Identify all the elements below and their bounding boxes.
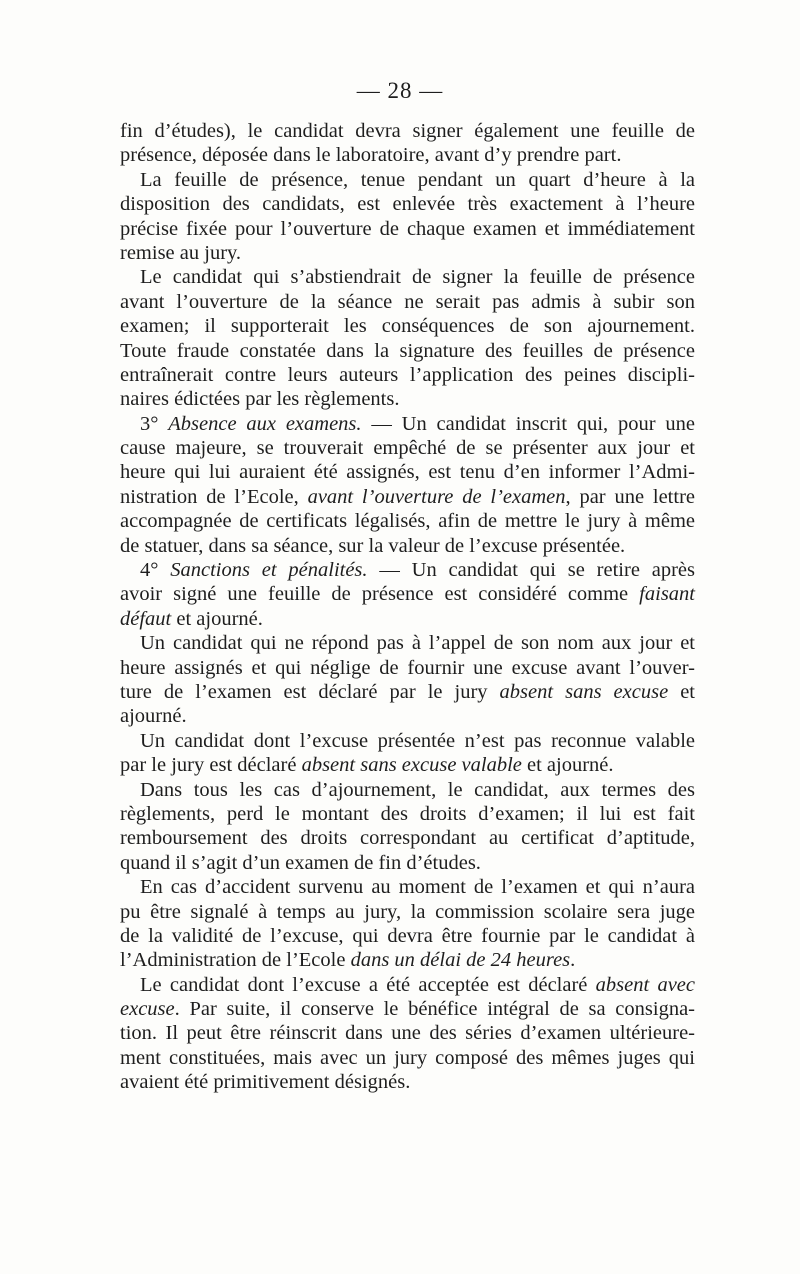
text-run: naires édictées par les règlements. — [120, 388, 400, 411]
text-run: ajourné. — [120, 705, 187, 728]
text-run: En cas d’accident survenu au moment de l’examen et qui n’aura — [140, 876, 695, 899]
text-run: remise au jury. — [120, 241, 242, 264]
text-line — [120, 1046, 695, 1070]
text-run: par le jury est déclaré — [120, 754, 302, 777]
text-run: et — [668, 680, 695, 703]
text-run: entraînerait contre leurs auteurs l’application des peines discipli- — [120, 363, 695, 386]
italic-phrase: absent sans excuse — [499, 680, 669, 703]
text-run: et ajourné. — [521, 754, 614, 777]
text-line — [120, 656, 695, 680]
text-line — [120, 412, 695, 436]
text-line — [120, 753, 695, 777]
text-run: fin d’études), le candidat devra signer également une feuille de — [120, 120, 695, 142]
italic-phrase: défaut — [120, 607, 172, 630]
text-line — [120, 168, 695, 192]
text-run: — Un candidat inscrit qui, pour une — [361, 412, 696, 435]
text-run: Un candidat dont l’excuse présentée n’est pas reconnue valable — [140, 729, 695, 752]
text-line — [120, 1070, 695, 1094]
text-line — [120, 924, 695, 948]
italic-phrase: Absence aux examens. — [168, 412, 362, 435]
text-line — [120, 485, 695, 509]
text-line — [120, 851, 695, 875]
page-number: — 28 — — [356, 78, 444, 103]
text-run: cause majeure, se trouverait empêché de se présenter aux jour et — [120, 437, 695, 460]
italic-phrase: dans un délai de 24 heures — [350, 949, 571, 972]
text-line — [120, 217, 695, 241]
text-run: quand il s’agit d’un examen de fin d’études. — [120, 851, 481, 874]
italic-phrase: absent sans excuse valable — [301, 754, 522, 777]
text-run: avoir signé une feuille de présence est considéré comme — [120, 583, 640, 606]
italic-phrase: absent avec — [595, 973, 695, 996]
text-line — [120, 509, 695, 533]
text-line — [120, 314, 695, 338]
italic-phrase: excuse — [120, 998, 175, 1021]
italic-phrase: faisant — [639, 583, 695, 606]
text-line — [120, 339, 695, 363]
text-run: avant l’ouverture de la séance ne serait pas admis à subir son — [120, 290, 695, 313]
text-run: règlements, perd le montant des droits d’examen; il lui est fait — [120, 802, 695, 825]
text-run: — Un candidat qui se retire après — [367, 559, 695, 582]
text-run: présence, déposée dans le laboratoire, avant d’y prendre part. — [120, 144, 622, 167]
text-line — [120, 1021, 695, 1045]
text-run: heure qui lui auraient été assignés, est tenu d’en informer l’Admi- — [120, 461, 695, 484]
text-line — [120, 997, 695, 1021]
text-run: ment constituées, mais avec un jury composé des mêmes juges qui — [120, 1046, 695, 1069]
text-line — [120, 704, 695, 728]
text-run: examen; il supporterait les conséquences de son ajournement. — [120, 315, 695, 338]
text-run: . — [570, 949, 576, 972]
text-line — [120, 265, 695, 289]
text-line — [120, 119, 695, 143]
body-text — [120, 119, 695, 1095]
text-run: avaient été primitivement désignés. — [120, 1071, 411, 1094]
text-run: Toute fraude constatée dans la signature des feuilles de présence — [120, 339, 695, 362]
text-run: remboursement des droits correspondant au certificat d’aptitude, — [120, 827, 695, 850]
text-line — [120, 900, 695, 924]
text-line — [120, 534, 695, 558]
text-line — [120, 192, 695, 216]
text-line — [120, 582, 695, 606]
text-line — [120, 143, 695, 167]
text-line — [120, 948, 695, 972]
italic-phrase: avant l’ouverture de l’examen — [307, 485, 566, 508]
text-run: , par une lettre — [565, 485, 695, 508]
text-line — [120, 973, 695, 997]
text-run: 4° — [140, 559, 171, 582]
text-run: précise fixée pour l’ouverture de chaque examen et immédiatement — [120, 217, 695, 240]
text-run: Le candidat qui s’abstiendrait de signer la feuille de présence — [140, 266, 695, 289]
text-run: La feuille de présence, tenue pendant un quart d’heure à la — [140, 168, 695, 191]
text-run: Le candidat dont l’excuse a été acceptée est déclaré — [140, 973, 596, 996]
text-line — [120, 826, 695, 850]
text-line — [120, 241, 695, 265]
text-line — [120, 778, 695, 802]
text-run: et ajourné. — [171, 607, 263, 630]
text-line — [120, 290, 695, 314]
text-line — [120, 607, 695, 631]
text-run: tion. Il peut être réinscrit dans une des séries d’examen ultérieure- — [120, 1022, 695, 1045]
italic-phrase: Sanctions et pénalités. — [170, 559, 368, 582]
text-run: de la validité de l’excuse, qui devra être fournie par le candidat à — [120, 924, 695, 947]
text-line — [120, 460, 695, 484]
text-line — [120, 631, 695, 655]
text-run: 3° — [140, 412, 169, 435]
text-run: pu être signalé à temps au jury, la commission scolaire sera juge — [120, 900, 695, 923]
text-run: Un candidat qui ne répond pas à l’appel de son nom aux jour et — [140, 632, 695, 655]
text-run: ture de l’examen est déclaré par le jury — [120, 680, 500, 703]
text-line — [120, 802, 695, 826]
text-line — [120, 436, 695, 460]
text-run: nistration de l’Ecole, — [120, 485, 308, 508]
text-run: disposition des candidats, est enlevée très exactement à l’heure — [120, 193, 695, 216]
text-line — [120, 680, 695, 704]
text-run: heure assignés et qui néglige de fournir une excuse avant l’ouver- — [120, 656, 695, 679]
text-line — [120, 387, 695, 411]
text-line — [120, 875, 695, 899]
text-run: de statuer, dans sa séance, sur la valeur de l’excuse présentée. — [120, 534, 626, 557]
text-run: Dans tous les cas d’ajournement, le candidat, aux termes des — [140, 778, 695, 801]
text-run: accompagnée de certificats légalisés, afin de mettre le jury à même — [120, 510, 695, 533]
text-line — [120, 363, 695, 387]
text-run: . Par suite, il conserve le bénéfice intégral de sa consigna- — [174, 998, 695, 1021]
text-run: l’Administration de l’Ecole — [120, 949, 351, 972]
text-line — [120, 729, 695, 753]
text-line — [120, 558, 695, 582]
